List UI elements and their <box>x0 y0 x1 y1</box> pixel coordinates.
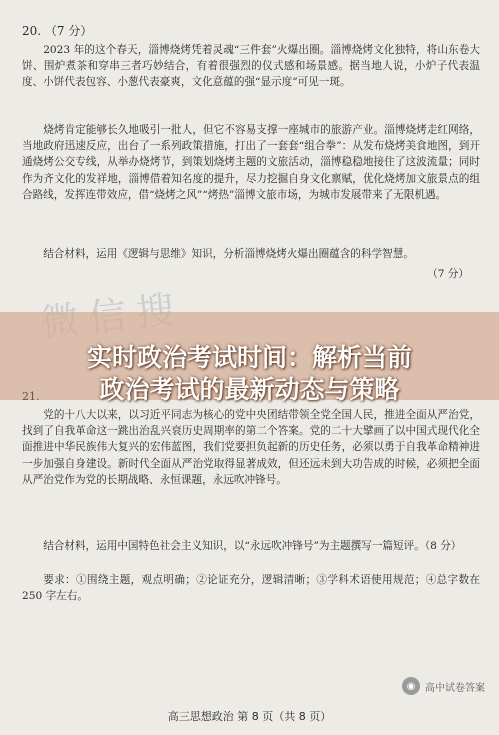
account-brand-name: 高中试卷答案 <box>425 682 485 694</box>
question-21-material: 党的十八大以来，以习近平同志为核心的党中央团结带领全党全国人民，推进全面从严治党，找到了自我革命这一跳出治乱兴衰历史周期率的第二个答案。党的二十大擘画了以中国式现代化全面推进中华民族伟大复兴的宏伟蓝图，我们党要担负起新的历史任务，必须以勇于自我革命精神进一步加强自身建设。新时代全面从严治党取得显著成效，但还远未到大功告成的时候，必须把全面从严治党作为党的长期战略、永恒课题，永远吹冲锋号。 <box>22 409 480 486</box>
question-21-number: 21. <box>22 390 40 403</box>
account-brand <box>402 677 485 695</box>
question-20-heading: 20. （7 分） <box>22 24 93 38</box>
question-20-material-2: 烧烤肯定能够长久地吸引一批人，但它不容易支撑一座城市的旅游产业。淄博烧烤走红网络，当地政府迅速反应，出台了一系列政策措施，打出了一套套“组合拳”：从发布烧烤美食地图，到开通烧烤公交专线，从举办烧烤节，到策划烧烤主题的文旅活动，淄博稳稳地接住了这波流量；同时作为齐文化的发祥地，淄博借着知名度的提升，尽力挖掘自身文化禀赋，优化烧烤加文旅景点的组合路线，发挥连带效应，借“烧烤之风”“烤热”淄博文旅市场，为城市发展带来了无限机遇。 <box>22 124 480 201</box>
question-20-prompt: 结合材料，运用《逻辑与思维》知识，分析淄博烧烤火爆出圈蕴含的科学智慧。 <box>43 248 414 260</box>
question-21-prompt: 结合材料，运用中国特色社会主义知识，以“永远吹冲锋号”为主题撰写一篇短评。（8 分） <box>43 540 462 552</box>
question-20-material-1: 2023 年的这个春天，淄博烧烤凭着灵魂“三件套”火爆出圈。淄博烧烤文化独特，将山东卷大饼、围炉煮茶和穿串三者巧妙结合，有着很强烈的仪式感和场景感。据当地人说，小炉子代表温度、小饼代表包容、小葱代表豪爽，文化意蕴的强“显示度”可见一斑。 <box>22 44 480 89</box>
question-21-requirements: 要求：①围绕主题，观点明确；②论证充分，逻辑清晰；③学科术语使用规范；④总字数在 250 字左右。 <box>22 574 480 603</box>
banner-title-line-1: 实时政治考试时间：解析当前 <box>86 343 412 372</box>
wechat-account-icon: ◉ <box>402 677 420 695</box>
question-20-score: （7 分） <box>427 268 469 280</box>
page-footer: 高三思想政治 第 8 页（共 8 页） <box>167 710 332 723</box>
banner-title-line-2: 政治考试的最新动态与策略 <box>99 375 400 404</box>
